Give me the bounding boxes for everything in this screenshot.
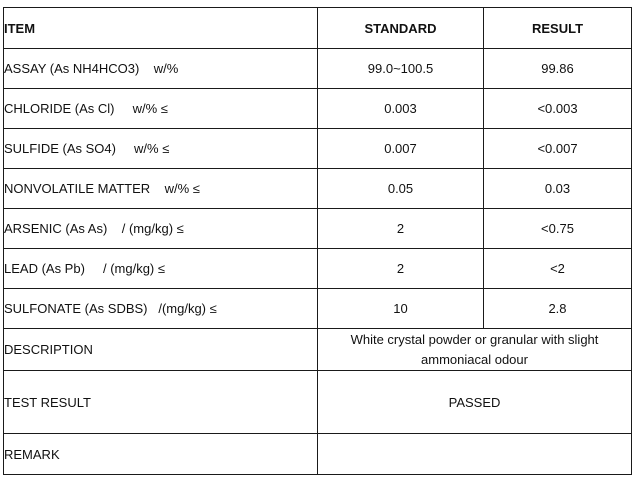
row-result: <2 [484, 249, 632, 289]
remark-row [4, 434, 632, 475]
header-row [4, 8, 632, 49]
header-result: RESULT [484, 8, 632, 49]
table-row-arsenic [4, 209, 632, 249]
row-item: CHLORIDE (As Cl) w/% ≤ [4, 89, 318, 129]
row-item: ASSAY (As NH4HCO3) w/% [4, 49, 318, 89]
row-result: 99.86 [484, 49, 632, 89]
table-row-assay [4, 49, 632, 89]
row-result: 0.03 [484, 169, 632, 209]
specification-table [3, 7, 632, 475]
row-standard: 0.003 [318, 89, 484, 129]
description-label: DESCRIPTION [4, 329, 318, 371]
table-row-chloride [4, 89, 632, 129]
header-standard: STANDARD [318, 8, 484, 49]
row-item: SULFONATE (As SDBS) /(mg/kg) ≤ [4, 289, 318, 329]
table-row-lead [4, 249, 632, 289]
description-row [4, 329, 632, 371]
row-standard: 0.05 [318, 169, 484, 209]
remark-label: REMARK [4, 434, 318, 475]
table-row-sulfide [4, 129, 632, 169]
table-row-nonvolatile [4, 169, 632, 209]
row-standard: 10 [318, 289, 484, 329]
header-item: ITEM [4, 8, 318, 49]
test-result-row [4, 371, 632, 434]
row-standard: 2 [318, 249, 484, 289]
test-result-label: TEST RESULT [4, 371, 318, 434]
row-result: <0.007 [484, 129, 632, 169]
remark-value [318, 434, 632, 475]
description-value [318, 329, 632, 371]
row-item: ARSENIC (As As) / (mg/kg) ≤ [4, 209, 318, 249]
row-result: <0.003 [484, 89, 632, 129]
description-line-2: ammoniacal odour [421, 351, 528, 367]
row-standard: 2 [318, 209, 484, 249]
row-item: SULFIDE (As SO4) w/% ≤ [4, 129, 318, 169]
row-standard: 0.007 [318, 129, 484, 169]
row-item: LEAD (As Pb) / (mg/kg) ≤ [4, 249, 318, 289]
test-result-value: PASSED [318, 371, 632, 434]
row-result: 2.8 [484, 289, 632, 329]
row-item: NONVOLATILE MATTER w/% ≤ [4, 169, 318, 209]
description-line-1: White crystal powder or granular with slight [350, 331, 599, 347]
row-standard: 99.0~100.5 [318, 49, 484, 89]
row-result: <0.75 [484, 209, 632, 249]
table-row-sulfonate [4, 289, 632, 329]
